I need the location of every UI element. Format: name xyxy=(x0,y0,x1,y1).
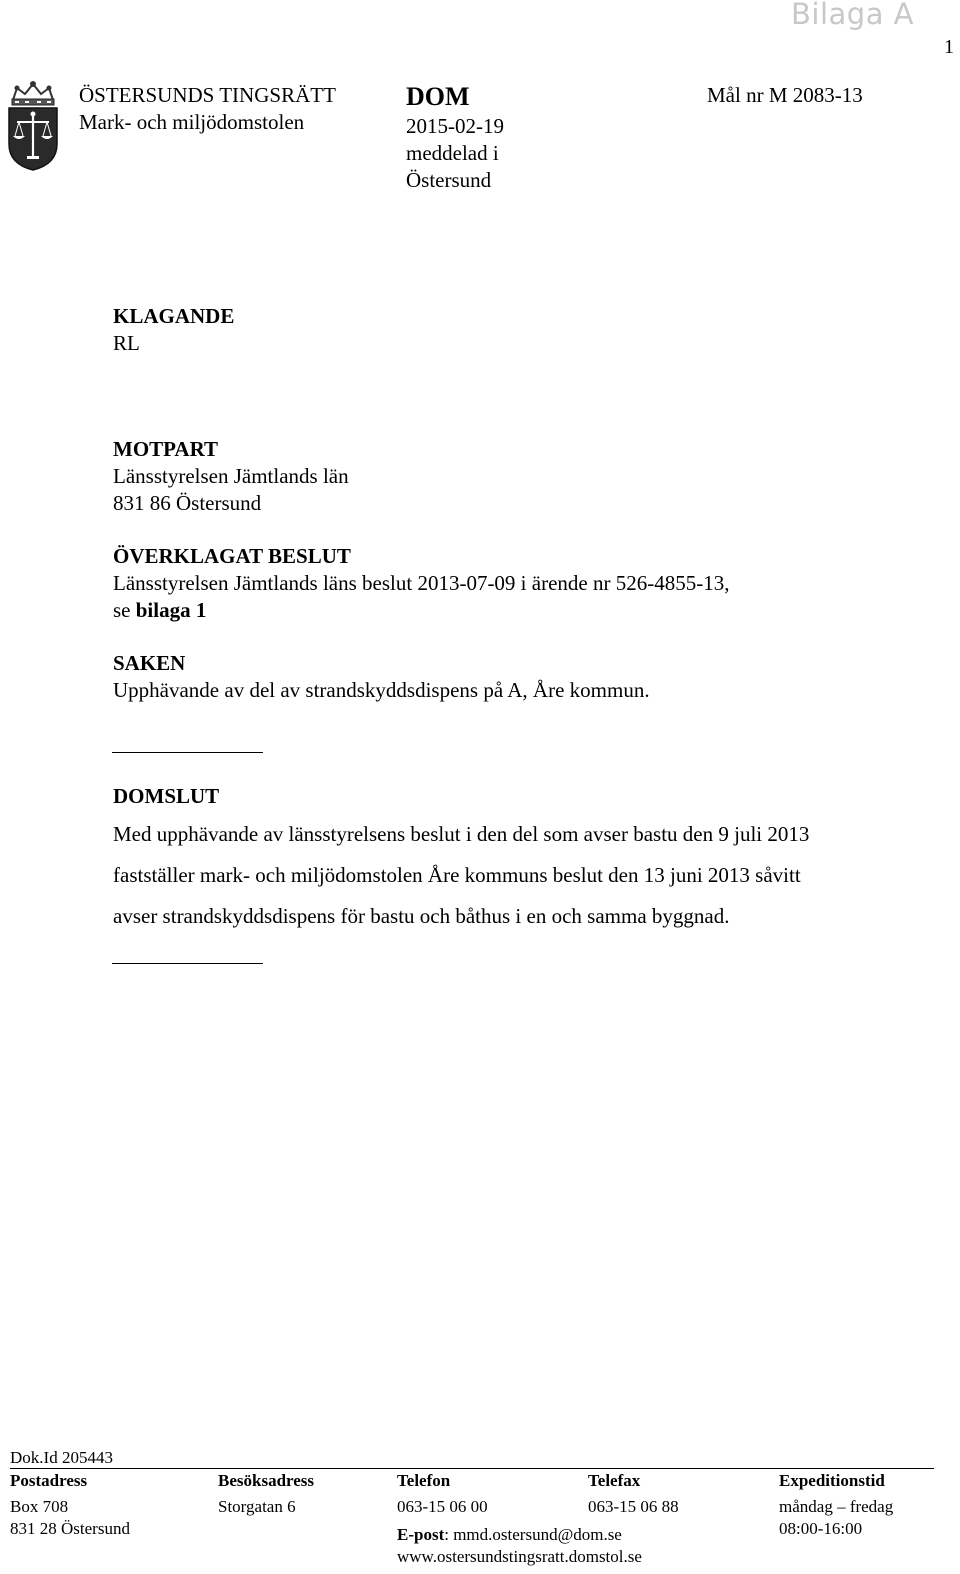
domslut-line: fastställer mark- och miljödomstolen Åre kommuns beslut den 13 juni 2013 såvitt xyxy=(113,863,801,887)
email-link[interactable]: : mmd.ostersund@dom.se xyxy=(444,1525,622,1544)
attachment-reference: bilaga 1 xyxy=(135,598,207,622)
domslut-line: avser strandskyddsdispens för bastu och båthus i en och samma byggnad. xyxy=(113,904,730,928)
footer-header-expeditionstid: Expeditionstid xyxy=(779,1471,885,1490)
phone-number: 063-15 06 00 xyxy=(397,1497,488,1516)
domslut-heading: DOMSLUT xyxy=(113,784,220,808)
court-emblem-icon xyxy=(5,80,61,172)
section-divider xyxy=(112,752,263,753)
footer-header-postadress: Postadress xyxy=(10,1471,88,1490)
document-date: 2015-02-19 xyxy=(406,114,504,138)
document-type: DOM xyxy=(406,82,470,111)
domslut-line: Med upphävande av länsstyrelsens beslut i den del som avser bastu den 9 juli 2013 xyxy=(113,822,810,846)
saken-heading: SAKEN xyxy=(113,651,186,675)
delivered-label: meddelad i xyxy=(406,141,499,165)
document-id: Dok.Id 205443 xyxy=(10,1448,113,1467)
overklagat-line: Länsstyrelsen Jämtlands läns beslut 2013-07-09 i ärende nr 526-4855-13, xyxy=(113,571,730,595)
klagande-heading: KLAGANDE xyxy=(113,304,235,328)
footer-header-besoksadress: Besöksadress xyxy=(218,1471,315,1490)
case-number: Mål nr M 2083-13 xyxy=(707,83,863,107)
postal-box: Box 708 xyxy=(10,1497,69,1516)
footer-header-telefon: Telefon xyxy=(397,1471,451,1490)
court-name: ÖSTERSUNDS TINGSRÄTT xyxy=(79,83,336,107)
office-hours: 08:00-16:00 xyxy=(779,1519,863,1538)
motpart-name: Länsstyrelsen Jämtlands län xyxy=(113,464,349,488)
overklagat-reference xyxy=(113,597,206,624)
motpart-heading: MOTPART xyxy=(113,437,219,461)
email-line xyxy=(397,1524,622,1546)
saken-text: Upphävande av del av strandskyddsdispens på A, Åre kommun. xyxy=(113,678,650,702)
reference-prefix: se xyxy=(113,598,136,622)
footer-header-telefax: Telefax xyxy=(588,1471,641,1490)
footer-divider xyxy=(10,1468,934,1469)
motpart-address: 831 86 Östersund xyxy=(113,491,262,515)
page-number: 1 xyxy=(944,36,954,58)
overklagat-heading: ÖVERKLAGAT BESLUT xyxy=(113,544,351,568)
visiting-address: Storgatan 6 xyxy=(218,1497,296,1516)
section-divider xyxy=(112,963,263,964)
office-days: måndag – fredag xyxy=(779,1497,894,1516)
delivered-place: Östersund xyxy=(406,168,492,192)
court-department: Mark- och miljödomstolen xyxy=(79,110,305,134)
attachment-watermark: Bilaga A xyxy=(791,0,915,31)
postal-city: 831 28 Östersund xyxy=(10,1519,130,1538)
email-label: E-post xyxy=(397,1525,445,1544)
fax-number: 063-15 06 88 xyxy=(588,1497,679,1516)
klagande-name: RL xyxy=(113,331,140,355)
website-link[interactable]: www.ostersundstingsratt.domstol.se xyxy=(397,1547,642,1566)
